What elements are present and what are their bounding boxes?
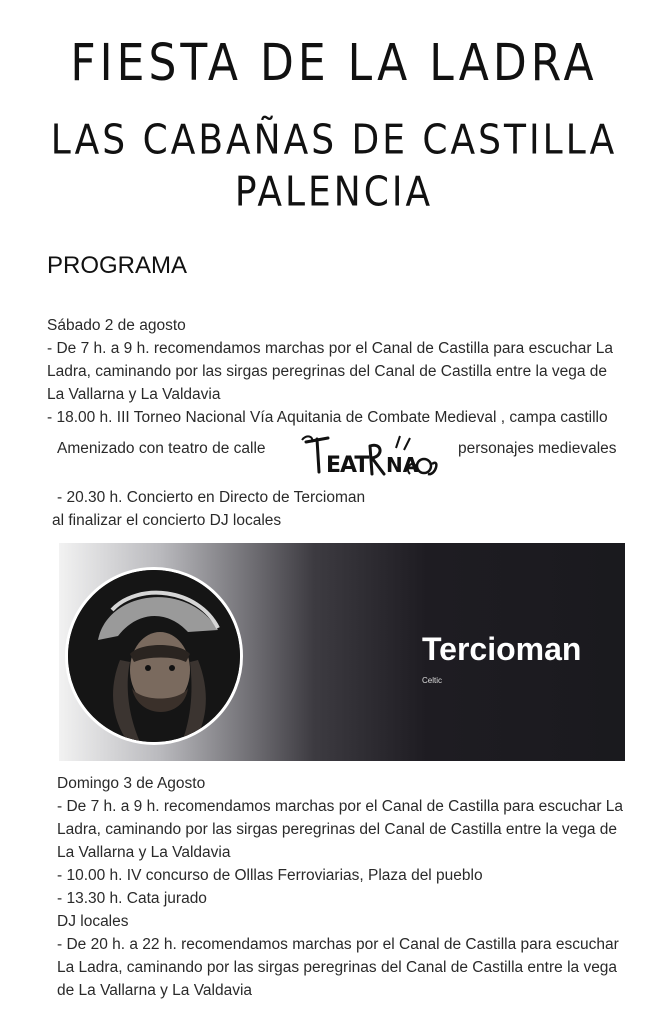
sunday-line-5: - 13.30 h. Cata jurado [57, 890, 207, 907]
sunday-line-8: La Ladra, caminando por las sirgas peregrinas del Canal de Castilla entre la vega [57, 959, 618, 976]
saturday-date: Sábado 2 de agosto [47, 317, 186, 334]
artist-banner [59, 543, 625, 761]
sunday-line-6: DJ locales [57, 913, 129, 930]
sunday-line-4: - 10.00 h. IV concurso de Olllas Ferroviarias, Plaza del pueblo [57, 867, 483, 884]
artist-avatar [65, 567, 243, 745]
sunday-line-1: - De 7 h. a 9 h. recomendamos marchas por el Canal de Castilla para escuchar La [57, 798, 624, 815]
poster-subtitle-province: PALENCIA [234, 168, 434, 217]
saturday-line-1: - De 7 h. a 9 h. recomendamos marchas por el Canal de Castilla para escuchar La [47, 340, 614, 357]
saturday-line-6: - 20.30 h. Concierto en Directo de Tercioman [57, 489, 366, 506]
artist-genre: Celtic [422, 676, 443, 685]
program-heading: PROGRAMA [47, 252, 188, 279]
sunday-line-9: de La Vallarna y La Valdavia [57, 982, 253, 999]
saturday-line-3: La Vallarna y La Valdavia [47, 386, 221, 403]
saturday-line-4: - 18.00 h. III Torneo Nacional Vía Aquitania de Combate Medieval , campa castillo [47, 409, 608, 426]
poster-title: FIESTA DE LA LADRA [70, 34, 598, 93]
sunday-date: Domingo 3 de Agosto [57, 775, 206, 792]
svg-text:EAT: EAT [326, 453, 369, 478]
saturday-line-7: al finalizar el concierto DJ locales [52, 512, 282, 529]
artist-name: Tercioman [422, 631, 582, 667]
teatronaos-logo [300, 428, 440, 484]
saturday-line-5a: Amenizado con teatro de calle [57, 440, 266, 457]
svg-text:NA: NA [386, 453, 419, 477]
sunday-line-2: Ladra, caminando por las sirgas peregrinas del Canal de Castilla entre la vega de [57, 821, 618, 838]
saturday-line-5b: personajes medievales [458, 440, 617, 457]
saturday-line-2: Ladra, caminando por las sirgas peregrinas del Canal de Castilla entre la vega de [47, 363, 608, 380]
poster-subtitle-town: LAS CABAÑAS DE CASTILLA [50, 116, 618, 165]
sunday-line-7: - De 20 h. a 22 h. recomendamos marchas por el Canal de Castilla para escuchar [57, 936, 619, 953]
sunday-line-3: La Vallarna y La Valdavia [57, 844, 231, 861]
